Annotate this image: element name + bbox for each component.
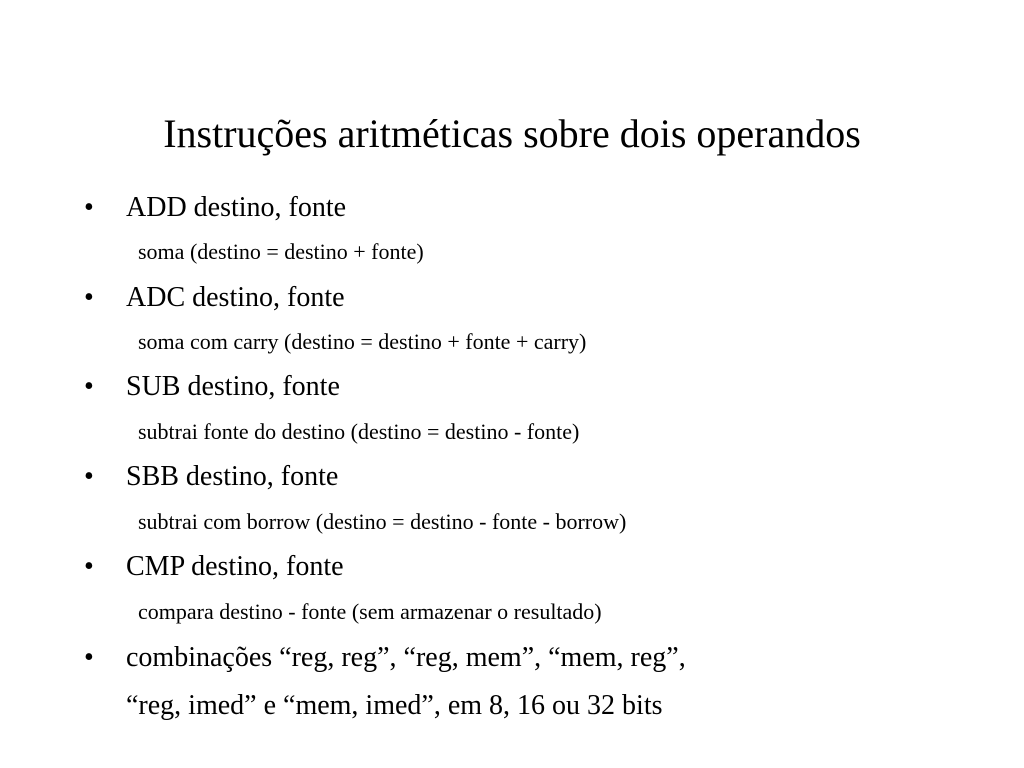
bullet-icon: •: [84, 192, 94, 223]
bullet-sub-add: soma (destino = destino + fonte): [138, 239, 424, 264]
bullet-sub-sub: subtrai fonte do destino (destino = destino - fonte): [138, 419, 580, 444]
bullet-sub-sbb: subtrai com borrow (destino = destino - fonte - borrow): [138, 509, 627, 534]
bullet-sub-cmp: compara destino - fonte (sem armazenar o resultado): [138, 599, 602, 624]
bullet-item-sbb: SBB destino, fonte: [126, 461, 339, 492]
bullet-item-sub: SUB destino, fonte: [126, 371, 340, 402]
bullet-icon: •: [84, 282, 94, 313]
bullet-item-combinations-continued: “reg, imed” e “mem, imed”, em 8, 16 ou 32 bits: [126, 690, 663, 721]
bullet-item-combinations: combinações “reg, reg”, “reg, mem”, “mem, reg”,: [126, 642, 686, 673]
bullet-icon: •: [84, 551, 94, 582]
bullet-item-cmp: CMP destino, fonte: [126, 551, 344, 582]
bullet-sub-adc: soma com carry (destino = destino + fonte + carry): [138, 329, 587, 354]
slide-title: Instruções aritméticas sobre dois operandos: [163, 111, 861, 156]
bullet-icon: •: [84, 642, 94, 673]
bullet-icon: •: [84, 371, 94, 402]
bullet-icon: •: [84, 461, 94, 492]
bullet-item-add: ADD destino, fonte: [126, 192, 347, 223]
bullet-item-adc: ADC destino, fonte: [126, 282, 345, 313]
